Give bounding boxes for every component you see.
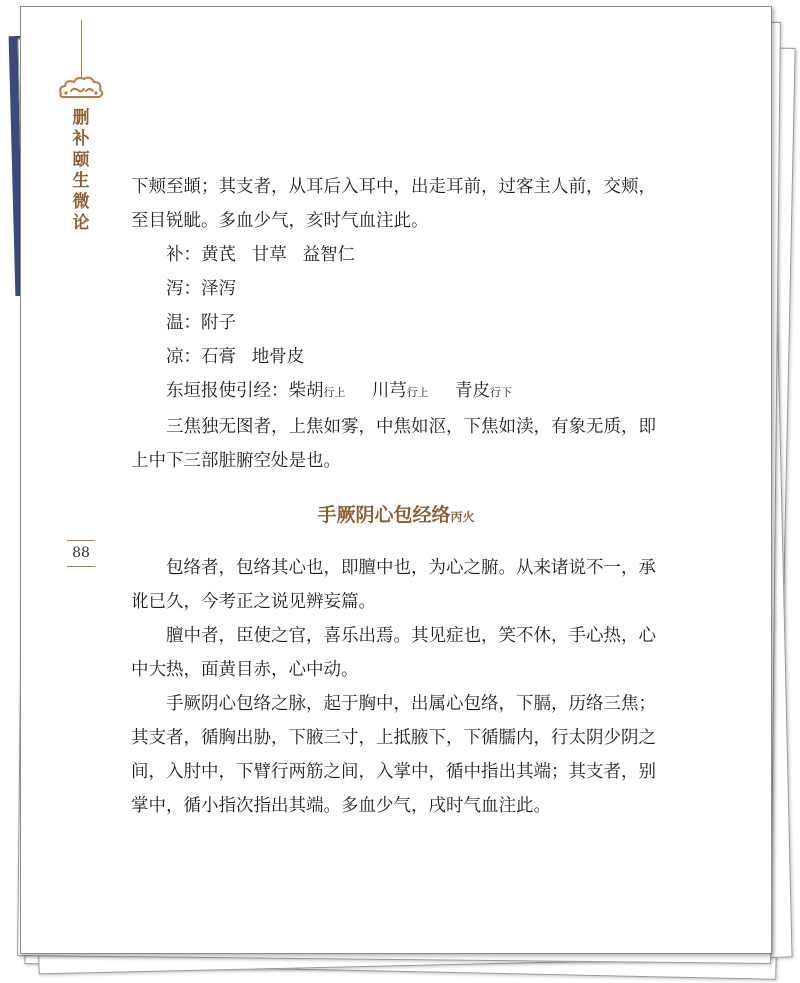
paragraph: 包络者，包络其心也，即膻中也，为心之腑。从来诸说不一，承讹已久，今考正之说见辨妄篇。 xyxy=(131,558,656,612)
paragraph: 三焦独无图者，上焦如雾，中焦如沤，下焦如渎，有象无质，即上中下三部脏腑空处是也。 xyxy=(131,417,656,471)
cloud-ornament-icon xyxy=(56,74,106,102)
herb-item: 黄芪 xyxy=(201,245,236,265)
paragraph: 下颊至䪼；其支者，从耳后入耳中，出走耳前，过客主人前，交颊，至目锐眦。多血少气，亥时气血注此。 xyxy=(131,177,656,231)
herb-item: 附子 xyxy=(201,313,236,333)
section-heading xyxy=(131,501,661,531)
herb-category-label: 补： xyxy=(166,245,201,265)
herb-note: 行上 xyxy=(406,386,429,399)
herb-item: 川芎 xyxy=(371,381,407,401)
herb-line-wen xyxy=(131,306,661,340)
paragraph: 膻中者，臣使之官，喜乐出焉。其见症也，笑不休，手心热，心中大热，面黄目赤，心中动。 xyxy=(131,626,656,680)
herb-line-xie xyxy=(131,272,661,306)
herb-line-bu xyxy=(131,238,661,272)
page-body xyxy=(131,170,661,823)
section-title: 手厥阴心包经络 xyxy=(317,504,451,526)
herb-item: 甘草 xyxy=(251,245,287,265)
herb-note: 行上 xyxy=(323,386,346,399)
section-title-note: 丙火 xyxy=(450,510,475,524)
paragraph: 手厥阴心包络之脉，起于胸中，出属心包络，下膈，历络三焦；其支者，循胸出胁，下腋三寸，上抵腋下，下循臑内，行太阴少阴之间，入肘中，下臂行两筋之间，入掌中，循中指出其端；其支者，别掌中，循小指次指出其端。多血少气，戌时气血注此。 xyxy=(131,694,656,816)
herb-line-yinjing xyxy=(131,374,661,410)
herb-category-label: 凉： xyxy=(166,347,201,367)
herb-item: 泽泻 xyxy=(201,279,236,299)
herb-category-label: 温： xyxy=(166,313,201,333)
herb-item: 柴胡 xyxy=(288,381,324,401)
herb-category-label: 泻： xyxy=(166,279,201,299)
herb-item: 石膏 xyxy=(201,347,236,367)
herb-line-liang xyxy=(131,340,661,374)
herb-item: 益智仁 xyxy=(302,245,355,265)
page-number: 88 xyxy=(67,540,95,567)
herb-note: 行下 xyxy=(490,386,512,399)
herb-item: 青皮 xyxy=(455,381,490,401)
book-side-title: 删补颐生微论 xyxy=(72,108,90,233)
ornament-line xyxy=(81,20,82,78)
herb-item: 地骨皮 xyxy=(251,347,305,367)
herb-category-label: 东垣报使引经： xyxy=(166,381,289,401)
